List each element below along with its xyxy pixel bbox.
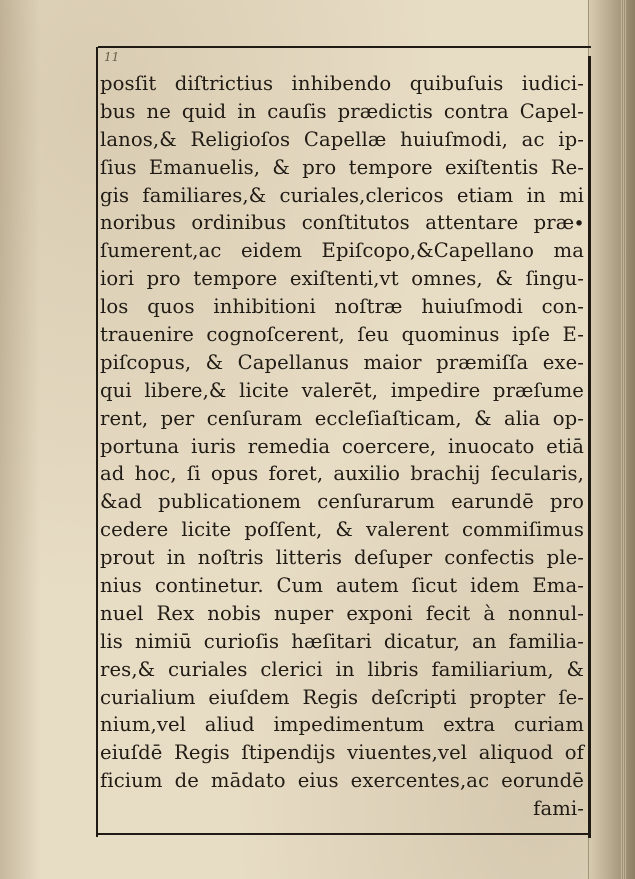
- text-line: iori pro tempore exiſtenti,vt omnes, & ſingu-: [100, 267, 584, 291]
- text-line: nius continetur. Cum autem ſicut idem Ema-: [100, 574, 584, 598]
- text-line: gis familiares,& curiales,clericos etiam in mi: [100, 183, 584, 207]
- frame-rule-left: [96, 47, 98, 837]
- text-line: nium,vel aliud impedimentum extra curiam: [100, 713, 584, 737]
- text-line: los quos inhibitioni noſtræ huiuſmodi con-: [100, 295, 584, 319]
- text-line: rent, per cenſuram eccleſiaſticam, & alia op-: [100, 406, 584, 430]
- text-line: noribus ordinibus conſtitutos attentare præ∙: [100, 211, 584, 235]
- text-line: ficium de mādato eius exercentes,ac eorundē: [100, 769, 584, 793]
- text-line: posſit diſtrictius inhibendo quibuſuis iudici-: [100, 72, 584, 95]
- text-line: qui libere,& licite valerēt, impedire præſume: [100, 378, 584, 402]
- text-block: [100, 70, 584, 823]
- text-line: eiuſdē Regis ſtipendijs viuentes,vel aliquod of: [100, 741, 584, 765]
- text-line: piſcopus, & Capellanus maior præmiſſa exe-: [100, 350, 584, 374]
- text-line: &ad publicationem cenſurarum earundē pro: [100, 490, 584, 514]
- text-line: cedere licite poſſent, & valerent commiſimus: [100, 518, 584, 542]
- text-line: lanos,& Religioſos Capellæ huiuſmodi, ac ip-: [100, 127, 584, 151]
- frame-rule-right: [588, 56, 591, 838]
- frame-rule-bottom: [97, 833, 591, 835]
- book-gutter: [588, 0, 635, 879]
- text-line: ſius Emanuelis, & pro tempore exiſtentis Re-: [100, 155, 584, 179]
- text-line: curialium eiuſdem Regis deſcripti propter ſe-: [100, 685, 584, 709]
- frame-rule-top: [98, 46, 591, 48]
- text-line: lis nimiū curioſis hæſitari dicatur, an familia-: [100, 629, 584, 653]
- text-line: prout in noſtris litteris deſuper confectis ple-: [100, 546, 584, 570]
- text-line: bus ne quid in cauſis prædictis contra Capel-: [100, 99, 584, 123]
- text-line: res,& curiales clerici in libris familiarium, &: [100, 657, 584, 681]
- text-line: trauenire cognoſcerent, ſeu quominus ipſe E-: [100, 323, 584, 347]
- text-line: nuel Rex nobis nuper exponi fecit à nonnul-: [100, 601, 584, 625]
- text-line: ſumerent,ac eidem Epiſcopo,&Capellano ma: [100, 239, 584, 263]
- folio-mark: 11: [104, 50, 120, 64]
- text-line: ad hoc, ſi opus foret, auxilio brachij ſecularis,: [100, 462, 584, 486]
- page-edges: [621, 0, 627, 879]
- text-line: portuna iuris remedia coercere, inuocato etiā: [100, 434, 584, 458]
- catchword: fami-: [533, 797, 584, 821]
